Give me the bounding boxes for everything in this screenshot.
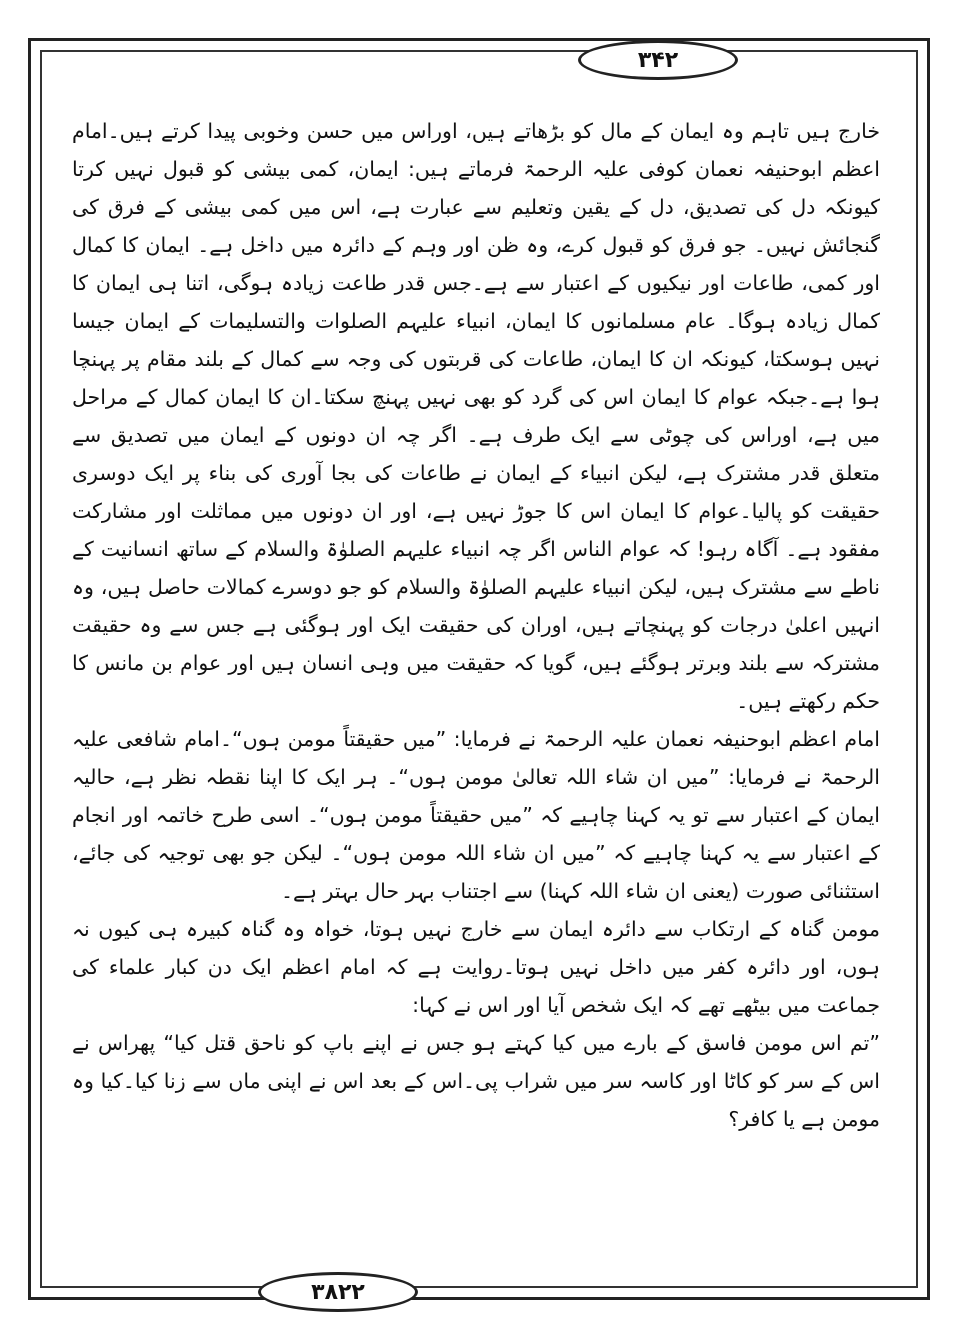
paragraph-2: امام اعظم ابوحنیفہ نعمان علیہ الرحمۃ نے فرمایا: ”میں حقیقتاً مومن ہوں“۔امام شافعی علیہ الرحمۃ نے فرمایا: ”میں ان شاء اللہ تعالیٰ مومن ہوں“۔ ہر ایک کا اپنا نقطہ نظر ہے، حالیہ ایمان کے اعتبار سے تو یہ کہنا چاہیے کہ ”میں حقیقتاً مومن ہوں“۔ اسی طرح خاتمہ اور انجام کے اعتبار سے یہ کہنا چاہیے کہ ”میں ان شاء اللہ مومن ہوں“۔ لیکن جو بھی توجیہ کی جائے، استثنائی صورت (یعنی ان شاء اللہ کہنا) سے اجتناب بہر حال بہتر ہے۔ <box>72 727 880 903</box>
footer-page-number: ۳۸۲۲ <box>258 1272 418 1312</box>
paragraph-1: خارج ہیں تاہم وہ ایمان کے مال کو بڑھاتے ہیں، اوراس میں حسن وخوبی پیدا کرتے ہیں۔امام اعظم ابوحنیفہ نعمان کوفی علیہ الرحمۃ فرماتے ہیں: ایمان، کمی بیشی کو قبول نہیں کرتا کیونکہ دل کی تصدیق، دل کے یقین وتعلیم سے عبارت ہے، اس میں کمی بیشی کے فرق کی گنجائش نہیں۔ جو فرق کو قبول کرے، وہ ظن اور وہم کے دائرہ میں داخل ہے۔ ایمان کا کمال اور کمی، طاعات اور نیکیوں کے اعتبار سے ہے۔جس قدر طاعت زیادہ ہوگی، اتنا ہی ایمان کا کمال زیادہ ہوگا۔ عام مسلمانوں کا ایمان، انبیاء علیہم الصلوات والتسلیمات کے ایمان جیسا نہیں ہوسکتا، کیونکہ ان کا ایمان، طاعات کی قربتوں کی وجہ سے کمال کے بلند مقام پر پہنچا ہوا ہے۔جبکہ عوام کا ایمان اس کی گرد کو بھی نہیں پہنچ سکتا۔ان کا ایمان کمال کے مراحل میں ہے، اوراس کی چوٹی سے ایک طرف ہے۔ اگر چہ ان دونوں کے ایمان میں تصدیق سے متعلق قدر مشترک ہے، لیکن انبیاء کے ایمان نے طاعات کی بجا آوری کی بناء پر ایک دوسری حقیقت کو پالیا۔عوام کا ایمان اس کا جوڑ نہیں ہے، اور ان دونوں میں مماثلت اور مشارکت مفقود ہے۔ آگاہ رہو! کہ عوام الناس اگر چہ انبیاء علیہم الصلوٰۃ والسلام کے ساتھ انسانیت کے ناطے سے مشترک ہیں، لیکن انبیاء علیہم الصلوٰۃ والسلام کو جو دوسرے کمالات حاصل ہیں، وہ انہیں اعلیٰ درجات کو پہنچاتے ہیں، اوران کی حقیقت ایک اور ہوگئی ہے جس سے وہ حقیقت مشترکہ سے بلند وبرتر ہوگئے ہیں، گویا کہ حقیقت میں وہی انسان ہیں اور عوام بن مانس کا حکم رکھتے ہیں۔ <box>72 119 880 713</box>
header-page-number: ۳۴۲ <box>578 40 738 80</box>
paragraph-3: مومن گناہ کے ارتکاب سے دائرہ ایمان سے خارج نہیں ہوتا، خواہ وہ گناہ کبیرہ ہی کیوں نہ ہوں، اور دائرہ کفر میں داخل نہیں ہوتا۔روایت ہے کہ امام اعظم ایک دن کبار علماء کی جماعت میں بیٹھے تھے کہ ایک شخص آیا اور اس نے کہا: <box>72 917 880 1017</box>
main-text <box>72 112 880 1262</box>
paragraph-4: ”تم اس مومن فاسق کے بارے میں کیا کہتے ہو جس نے اپنے باپ کو ناحق قتل کیا“ پھراس نے اس کے سر کو کاٹا اور کاسہ سر میں شراب پی۔اس کے بعد اس نے اپنی ماں سے زنا کیا۔کیا وہ مومن ہے یا کافر؟ <box>72 1031 880 1131</box>
